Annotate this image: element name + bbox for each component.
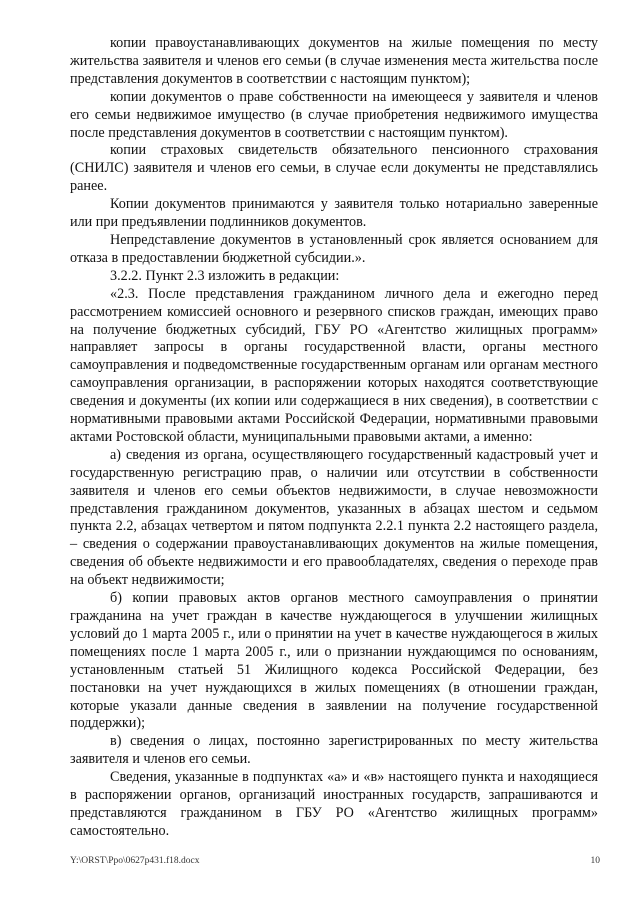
paragraph-final-note: Сведения, указанные в подпунктах «а» и «в» настоящего пункта и находящиеся в распоряжении органов, организаций иностранных государств, запрашиваются и представляются гражданином в ГБУ РО «Агентство жилищных программ» самостоятельно. [70, 769, 598, 839]
paragraph-refusal-basis: Непредставление документов в установленный срок является основанием для отказа в предоставлении бюджетной субсидии.». [70, 231, 598, 266]
footer-file-path: Y:\ORST\Ppo\0627p431.f18.docx [70, 856, 200, 866]
paragraph-ownership-documents: копии документов о праве собственности на имеющееся у заявителя и членов его семьи недвижимое имущество (в случае приобретения недвижимого имущества после представления документов в соответствии с настоящим пунктом). [70, 88, 598, 141]
paragraph-snils-copies-prev: копии правоустанавливающих документов на жилые помещения по месту жительства заявителя и членов его семьи (в случае изменения места жительства после представления документов в соответствии с настоящим пунктом); [70, 35, 598, 87]
paragraph-item-a: а) сведения из органа, осуществляющего государственный кадастровый учет и государственную регистрацию прав, о наличии или отсутствии в собственности заявителя и членов его семьи объектов недвижимости, в случае невозможности представления гражданином документов, указанных в абзацах шестом и седьмом пункта 2.2, абзацах четвертом и пятом подпункта 2.2.1 пункта 2.2 настоящего раздела, – сведения о содержании правоустанавливающих документов на жилые помещения, сведения об объекте недвижимости и его правообладателях, сведения о переходе прав на объект недвижимости; [70, 446, 598, 589]
paragraph-item-b: б) копии правовых актов органов местного самоуправления о принятии гражданина на учет граждан в качестве нуждающегося в улучшении жилищных условий до 1 марта 2005 г., или о принятии на учет в качестве нуждающегося в жилых помещениях после 1 марта 2005 г., или о признании нуждающимся по основаниям, установленным статьей 51 Жилищного кодекса Российской Федерации, без постановки на учет нуждающихся в жилых помещениях (в отношении граждан, которые указали данные сведения в заявлении на получение государственной поддержки); [70, 590, 598, 732]
paragraph-item-v: в) сведения о лицах, постоянно зарегистрированных по месту жительства заявителя и членов его семьи. [70, 733, 598, 768]
paragraph-snils-copies: копии страховых свидетельств обязательного пенсионного страхования (СНИЛС) заявителя и членов его семьи, в случае если документы не представлялись ранее. [70, 142, 598, 195]
paragraph-clause-2-3: «2.3. После представления гражданином личного дела и ежегодно перед рассмотрением комиссией основного и резервного списков граждан, имеющих право на получение бюджетных субсидий, ГБУ РО «Агентство жилищных программ» направляет запросы в органы государственной власти, органы местного самоуправления и подведомственные государственным органам или органам местного самоуправления организации, в распоряжении которых находятся соответствующие сведения и документы (их копии или содержащиеся в них сведения), в соответствии с нормативными правовыми актами Российской Федерации, нормативными правовыми актами Ростовской области, муниципальными правовыми актами, а именно: [70, 285, 598, 445]
paragraph-clause-3-2-2: 3.2.2. Пункт 2.3 изложить в редакции: [110, 267, 340, 284]
document-body [70, 35, 598, 841]
paragraph-notarized-copies: Копии документов принимаются у заявителя только нотариально заверенные или при предъявлении подлинников документов. [70, 196, 598, 231]
footer-page-number: 10 [590, 856, 600, 866]
